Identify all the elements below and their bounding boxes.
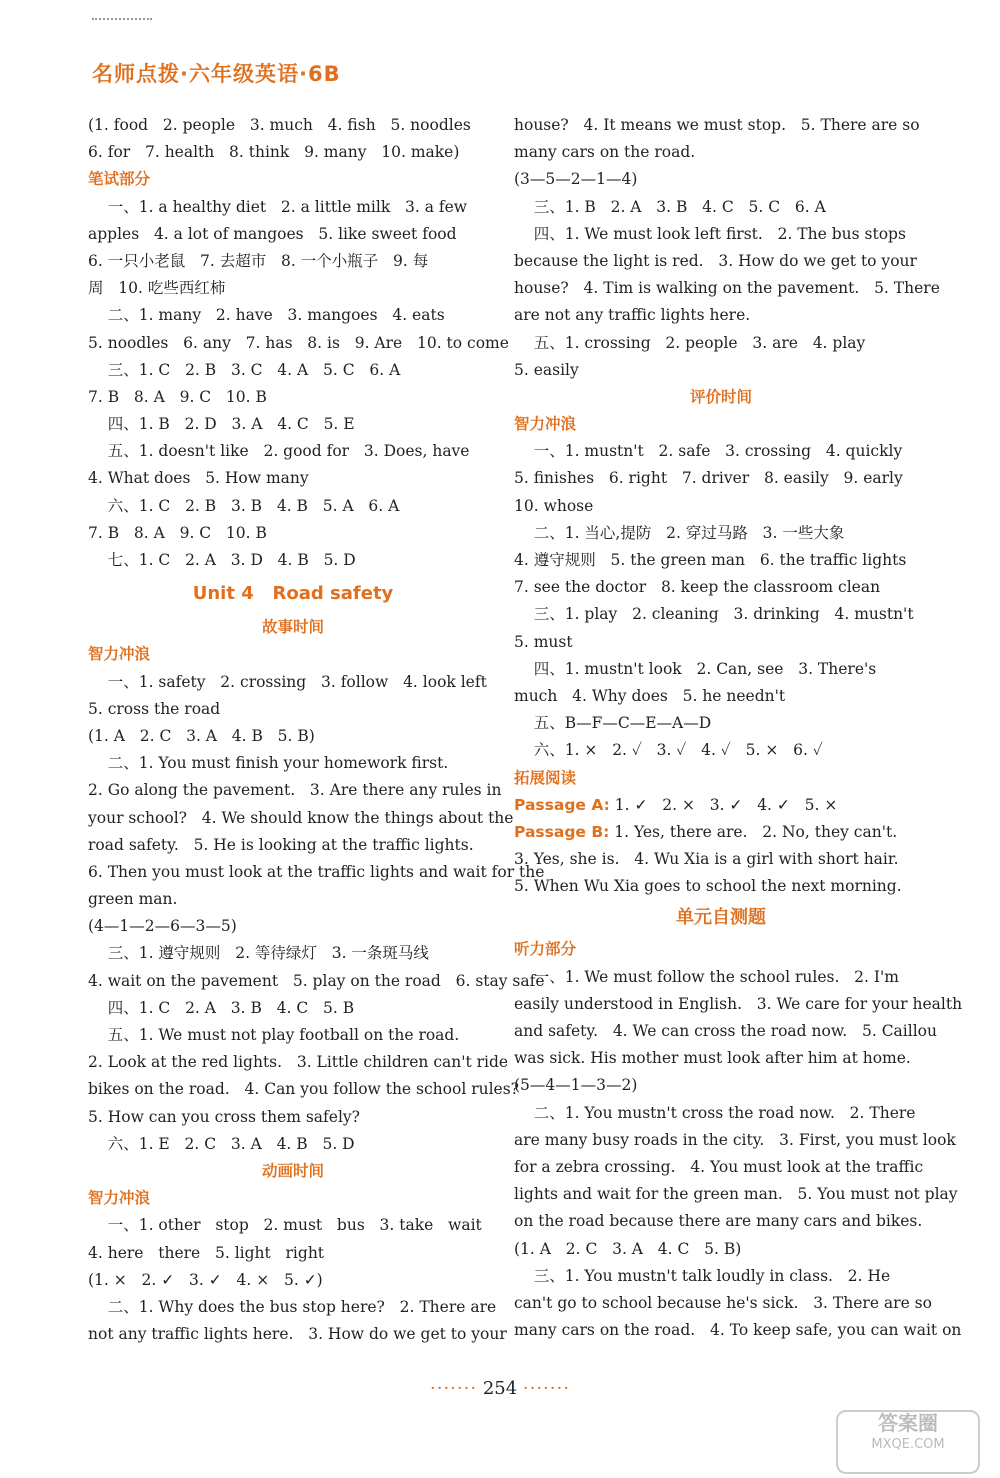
answer-line xyxy=(514,330,928,357)
line-text: 单元自测题 xyxy=(676,907,766,929)
answer-line xyxy=(514,629,928,656)
answer-line xyxy=(88,112,498,139)
answer-line xyxy=(88,696,498,723)
answer-line xyxy=(514,792,928,819)
line-text: your school? 4. We should know the things about the xyxy=(88,808,514,827)
answer-line xyxy=(514,275,940,302)
answer-line xyxy=(514,248,928,275)
answer-line xyxy=(514,1181,958,1208)
line-text: (1. A 2. C 3. A 4. B 5. B) xyxy=(88,726,315,745)
line-text: much 4. Why does 5. he needn't xyxy=(514,686,786,705)
line-text: 3. Yes, she is. 4. Wu Xia is a girl with short hair. xyxy=(514,850,899,869)
answer-line xyxy=(514,357,928,384)
line-text: (1. × 2. ✓ 3. ✓ 4. × 5. ✓) xyxy=(88,1270,323,1289)
answer-line xyxy=(88,275,498,302)
answer-line xyxy=(88,1131,498,1158)
answer-line xyxy=(88,411,498,438)
line-text: 智力冲浪 xyxy=(514,415,577,434)
line-text: 笔试部分 xyxy=(88,170,151,189)
line-text: 动画时间 xyxy=(261,1161,324,1180)
line-text: 7. B 8. A 9. C 10. B xyxy=(88,387,267,406)
line-text: 一、1. We must follow the school rules. 2. I'm xyxy=(514,967,899,986)
line-text: 六、1. × 2. ✓ 3. ✓ 4. ✓ 5. × 6. ✓ xyxy=(514,741,823,760)
answer-line xyxy=(514,1290,932,1317)
answer-line xyxy=(88,641,498,668)
answer-line xyxy=(88,1022,498,1049)
answer-line xyxy=(514,683,928,710)
line-text: 五、1. crossing 2. people 3. are 4. play xyxy=(514,333,866,352)
answer-line xyxy=(514,873,928,900)
line-text: Unit 4 Road safety xyxy=(192,583,394,605)
line-text: 一、1. other stop 2. must bus 3. take wait xyxy=(88,1216,482,1235)
line-text: house? 4. It means we must stop. 5. There are so xyxy=(514,116,920,134)
footer-dots-left: ······· xyxy=(430,1378,478,1399)
line-text: 五、1. We must not play football on the road. xyxy=(88,1026,460,1044)
answer-line xyxy=(88,1158,498,1185)
answer-line xyxy=(88,357,498,384)
watermark-url: MXQE.COM xyxy=(871,1437,945,1452)
page-header: 名师点拨·六年级英语·6B xyxy=(92,62,341,86)
answer-line xyxy=(514,601,928,628)
answer-line xyxy=(88,1104,498,1131)
page-footer xyxy=(0,1378,1000,1399)
answer-line xyxy=(514,112,928,139)
answer-line xyxy=(88,995,498,1022)
answer-line xyxy=(88,1212,498,1239)
line-text: 五、1. doesn't like 2. good for 3. Does, have xyxy=(88,442,470,461)
line-text: 拓展阅读 xyxy=(514,768,577,787)
answer-line xyxy=(514,1208,928,1235)
answer-line xyxy=(88,194,498,221)
line-text: lights and wait for the green man. 5. You must not play xyxy=(514,1185,958,1204)
line-text: (3—5—2—1—4) xyxy=(514,170,638,189)
answer-line xyxy=(514,991,963,1018)
answer-line xyxy=(514,936,928,963)
answer-line xyxy=(88,1185,498,1212)
line-text: 1. Yes, there are. 2. No, they can't. xyxy=(609,822,898,841)
answer-line xyxy=(514,819,928,846)
line-text: 5. finishes 6. right 7. driver 8. easily 9. early xyxy=(514,469,903,488)
answer-line xyxy=(514,900,928,936)
answer-line xyxy=(88,438,498,465)
line-text: 六、1. C 2. B 3. B 4. B 5. A 6. A xyxy=(88,496,400,515)
answer-line xyxy=(514,1317,962,1344)
answer-line xyxy=(514,1154,928,1181)
line-text: 10. whose xyxy=(514,496,594,515)
answer-line xyxy=(514,547,928,574)
line-text: 2. Go along the pavement. 3. Are there any rules in xyxy=(88,781,502,800)
answer-line xyxy=(88,384,498,411)
line-text: are many busy roads in the city. 3. First, you must look xyxy=(514,1130,956,1149)
line-text: 二、1. Why does the bus stop here? 2. There are xyxy=(88,1297,497,1316)
answer-line xyxy=(514,964,928,991)
answer-line xyxy=(514,1236,928,1263)
line-text: many cars on the road. xyxy=(514,143,696,162)
answer-line xyxy=(514,384,928,411)
line-text: 5. must xyxy=(514,632,573,651)
answer-line xyxy=(88,330,509,357)
line-text: 6. Then you must look at the traffic lights and wait for the xyxy=(88,862,545,881)
answer-line xyxy=(88,968,545,995)
line-text: 一、1. safety 2. crossing 3. follow 4. look left xyxy=(88,672,487,691)
answer-line xyxy=(88,723,498,750)
line-text: (1. food 2. people 3. much 4. fish 5. noodles xyxy=(88,116,471,134)
top-dash-mark xyxy=(92,18,152,24)
answer-line xyxy=(88,221,498,248)
line-text: 一、1. a healthy diet 2. a little milk 3. a few xyxy=(88,197,468,216)
line-text: many cars on the road. 4. To keep safe, you can wait on xyxy=(514,1321,962,1340)
line-text: 二、1. You mustn't cross the road now. 2. There xyxy=(514,1103,916,1122)
line-text: house? 4. Tim is walking on the pavement. 5. There xyxy=(514,279,940,298)
line-text: 二、1. 当心,提防 2. 穿过马路 3. 一些大象 xyxy=(514,523,845,542)
answer-line xyxy=(88,520,498,547)
answer-line xyxy=(88,166,498,193)
line-text: 四、1. B 2. D 3. A 4. C 5. E xyxy=(88,415,355,434)
answer-line xyxy=(88,859,545,886)
line-text: 5. How can you cross them safely? xyxy=(88,1107,360,1126)
answer-line xyxy=(88,493,498,520)
line-text: was sick. His mother must look after him at home. xyxy=(514,1049,911,1068)
line-text: 故事时间 xyxy=(261,618,324,637)
answer-line xyxy=(88,302,498,329)
passage-label: Passage A: xyxy=(514,795,610,814)
line-text: 4. What does 5. How many xyxy=(88,469,309,488)
line-text: 7. B 8. A 9. C 10. B xyxy=(88,523,267,542)
line-text: 五、B—F—C—E—A—D xyxy=(514,714,712,733)
answer-line xyxy=(88,669,498,696)
answer-line xyxy=(514,846,928,873)
line-text: 七、1. C 2. A 3. D 4. B 5. D xyxy=(88,551,356,569)
answer-line xyxy=(514,139,928,166)
answer-line xyxy=(514,411,928,438)
answer-line xyxy=(514,465,928,492)
watermark-title: 答案圈 xyxy=(878,1411,938,1435)
line-text: 5. noodles 6. any 7. has 8. is 9. Are 10. to come xyxy=(88,333,509,352)
answer-line xyxy=(88,465,498,492)
line-text: 三、1. B 2. A 3. B 4. C 5. C 6. A xyxy=(514,197,826,216)
line-text: 4. 遵守规则 5. the green man 6. the traffic lights xyxy=(514,551,907,569)
answer-line xyxy=(514,166,928,193)
line-text: 三、1. You mustn't talk loudly in class. 2. He xyxy=(514,1266,891,1285)
line-text: 5. cross the road xyxy=(88,699,221,718)
page-number: 254 xyxy=(482,1378,518,1399)
answer-line xyxy=(514,520,928,547)
answer-line xyxy=(514,1127,956,1154)
footer-dots-right: ······· xyxy=(522,1378,570,1399)
line-text: green man. xyxy=(88,890,178,909)
answer-line xyxy=(514,1072,928,1099)
answer-line xyxy=(88,574,498,614)
line-text: 周 10. 吃些西红柿 xyxy=(88,279,226,298)
answer-line xyxy=(88,1321,507,1348)
answer-line xyxy=(88,1049,509,1076)
line-text: 四、1. We must look left first. 2. The bus stops xyxy=(514,224,906,243)
answer-line xyxy=(514,710,928,737)
line-text: 三、1. play 2. cleaning 3. drinking 4. mustn't xyxy=(514,605,914,624)
answer-line xyxy=(514,1100,928,1127)
answer-line xyxy=(88,1294,498,1321)
right-column xyxy=(514,112,963,1344)
answer-line xyxy=(88,547,498,574)
answer-line xyxy=(88,913,498,940)
line-text: not any traffic lights here. 3. How do we get to your xyxy=(88,1325,507,1344)
answer-line xyxy=(514,1045,928,1072)
line-text: 三、1. C 2. B 3. C 4. A 5. C 6. A xyxy=(88,360,401,379)
passage-label: Passage B: xyxy=(514,822,610,841)
line-text: and safety. 4. We can cross the road now. 5. Caillou xyxy=(514,1022,937,1040)
line-text: 5. easily xyxy=(514,360,579,379)
line-text: can't go to school because he's sick. 3. There are so xyxy=(514,1293,932,1312)
answer-line xyxy=(88,750,498,777)
answer-line xyxy=(88,1267,498,1294)
answer-line xyxy=(514,438,928,465)
line-text: 7. see the doctor 8. keep the classroom clean xyxy=(514,578,881,597)
answer-line xyxy=(514,493,928,520)
line-text: 4. wait on the pavement 5. play on the road 6. stay safe xyxy=(88,971,545,990)
line-text: are not any traffic lights here. xyxy=(514,306,751,325)
answer-line xyxy=(88,940,498,967)
line-text: road safety. 5. He is looking at the traffic lights. xyxy=(88,835,474,854)
answer-line xyxy=(514,302,928,329)
answer-line xyxy=(88,139,498,166)
answer-line xyxy=(514,221,928,248)
line-text: 二、1. many 2. have 3. mangoes 4. eats xyxy=(88,306,445,325)
line-text: 二、1. You must finish your homework first. xyxy=(88,754,449,773)
line-text: 智力冲浪 xyxy=(88,645,151,664)
answer-line xyxy=(88,805,514,832)
line-text: easily understood in English. 3. We care for your health xyxy=(514,994,963,1013)
line-text: 1. ✓ 2. × 3. ✓ 4. ✓ 5. × xyxy=(609,795,838,814)
line-text: 四、1. mustn't look 2. Can, see 3. There's xyxy=(514,659,877,678)
answer-line xyxy=(514,574,928,601)
line-text: (4—1—2—6—3—5) xyxy=(88,917,237,936)
line-text: 4. here there 5. light right xyxy=(88,1243,325,1262)
line-text: 5. When Wu Xia goes to school the next morning. xyxy=(514,877,902,896)
answer-line xyxy=(88,777,502,804)
line-text: 三、1. 遵守规则 2. 等待绿灯 3. 一条斑马线 xyxy=(88,944,429,963)
answer-line xyxy=(88,832,498,859)
line-text: apples 4. a lot of mangoes 5. like sweet food xyxy=(88,224,457,243)
line-text: 一、1. mustn't 2. safe 3. crossing 4. quickly xyxy=(514,442,903,461)
line-text: 评价时间 xyxy=(689,387,752,406)
answer-line xyxy=(88,248,498,275)
line-text: (1. A 2. C 3. A 4. C 5. B) xyxy=(514,1239,742,1258)
line-text: (5—4—1—3—2) xyxy=(514,1076,638,1095)
line-text: 六、1. E 2. C 3. A 4. B 5. D xyxy=(88,1134,355,1153)
answer-line xyxy=(88,1240,498,1267)
line-text: because the light is red. 3. How do we get to your xyxy=(514,251,917,270)
answer-line xyxy=(88,614,498,641)
line-text: 2. Look at the red lights. 3. Little children can't ride xyxy=(88,1053,509,1072)
line-text: for a zebra crossing. 4. You must look at the traffic xyxy=(514,1157,924,1176)
answer-line xyxy=(514,737,928,764)
answer-line xyxy=(88,886,498,913)
line-text: 6. 一只小老鼠 7. 去超市 8. 一个小瓶子 9. 每 xyxy=(88,251,429,270)
line-text: 听力部分 xyxy=(514,940,577,959)
line-text: on the road because there are many cars and bikes. xyxy=(514,1212,923,1231)
answer-line xyxy=(514,194,928,221)
answer-line xyxy=(514,1018,937,1045)
line-text: 智力冲浪 xyxy=(88,1189,151,1208)
answer-line xyxy=(514,765,928,792)
answer-line xyxy=(514,656,928,683)
answer-line xyxy=(514,1263,928,1290)
watermark-logo xyxy=(836,1410,980,1474)
line-text: 6. for 7. health 8. think 9. many 10. make) xyxy=(88,143,460,162)
answer-line xyxy=(88,1076,519,1103)
line-text: 四、1. C 2. A 3. B 4. C 5. B xyxy=(88,998,355,1017)
line-text: bikes on the road. 4. Can you follow the school rules? xyxy=(88,1080,519,1099)
